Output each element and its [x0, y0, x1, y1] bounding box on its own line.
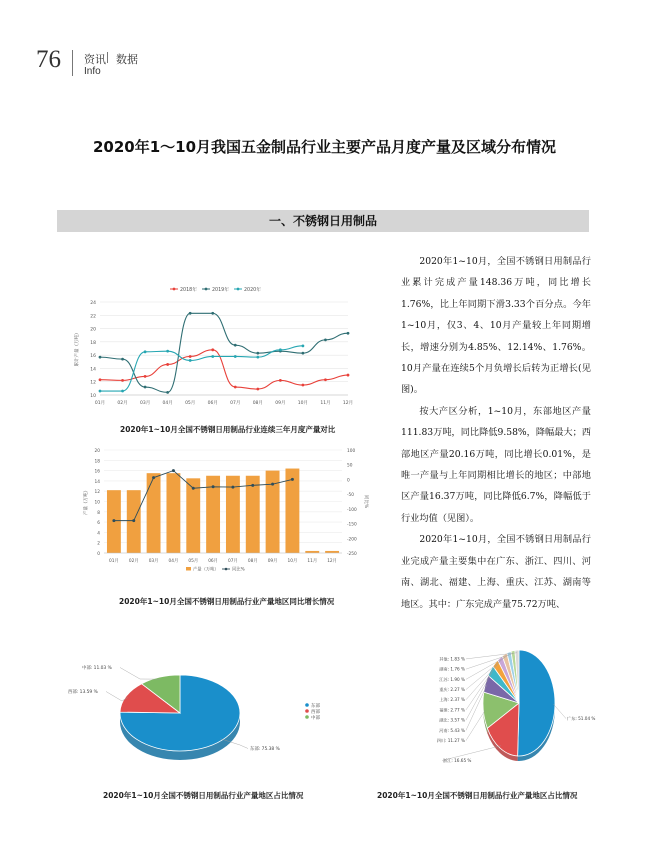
data-point — [99, 378, 102, 381]
y-tick-label: 14 — [90, 367, 96, 373]
growth-point — [251, 484, 254, 487]
data-point — [189, 355, 192, 358]
legend-label: 东部 — [311, 703, 320, 709]
y2-tick-label: -100 — [347, 507, 357, 513]
data-point — [234, 386, 237, 389]
bar-11月 — [305, 551, 319, 553]
y-axis-label: 产量（万吨） — [84, 488, 89, 515]
x-tick-label: 09月 — [275, 401, 286, 406]
data-point — [211, 312, 214, 315]
y-tick-label: 20 — [90, 327, 96, 333]
x-tick-label: 10月 — [287, 559, 298, 564]
growth-point — [291, 478, 294, 481]
data-point — [144, 350, 147, 353]
data-point — [211, 348, 214, 351]
x-tick-label: 08月 — [247, 559, 258, 564]
slice-label: 上海: 2.37 % — [439, 697, 465, 703]
caption-chart1: 2020年1~10月全国不锈钢日用制品行业连续三年月度产量对比 — [120, 425, 336, 434]
chart-region-share-pie — [60, 655, 350, 775]
data-point — [324, 338, 327, 341]
data-point — [121, 390, 124, 393]
bar-04月 — [166, 473, 180, 553]
section-separator — [107, 52, 108, 63]
y-tick-label: 18 — [94, 459, 100, 465]
x-tick-label: 06月 — [208, 559, 218, 564]
growth-point — [152, 476, 155, 479]
data-point — [99, 356, 102, 359]
bar-08月 — [246, 476, 260, 553]
y-tick-label: 10 — [94, 500, 100, 506]
data-point — [234, 355, 237, 358]
slice-label: 西部: 13.59 % — [68, 690, 98, 695]
legend-label: 2019年 — [212, 288, 230, 293]
y-tick-label: 14 — [94, 479, 100, 485]
x-tick-label: 12月 — [327, 559, 337, 564]
label-leader — [553, 704, 566, 719]
data-point — [347, 332, 350, 335]
chart-province-share-pie — [395, 643, 605, 771]
y-tick-label: 2 — [97, 541, 100, 547]
x-tick-label: 03月 — [139, 401, 151, 406]
pie-slice-广东 — [518, 650, 555, 756]
data-point — [256, 356, 259, 359]
slice-label: 中部: 11.03 % — [82, 666, 112, 671]
section-heading-band — [57, 210, 589, 232]
y-tick-label: 10 — [90, 394, 96, 399]
paragraph: 按大产区分析，1~10月，东部地区产量111.83万吨，同比降低9.58%，降幅最大；西部地区产量20.16万吨，同比增长0.01%，是唯一产量与上年同期相比增长的地区；中部地区产量16.37万吨，同比降低6.7%，降幅低于行业均值（见图）。 — [401, 405, 591, 524]
slice-label: 江苏: 1.90 % — [439, 676, 465, 682]
bar-10月 — [285, 469, 299, 553]
section-heading: 一、不锈钢日用制品 — [268, 214, 377, 228]
x-tick-label: 04月 — [162, 401, 173, 406]
x-tick-label: 04月 — [168, 559, 179, 564]
data-point — [234, 344, 237, 347]
slice-label: 广东: 51.04 % — [567, 716, 596, 721]
x-tick-label: 10月 — [297, 401, 309, 406]
data-point — [189, 312, 192, 315]
legend-marker — [237, 288, 240, 291]
y-tick-label: 20 — [94, 449, 100, 454]
slice-label: 河南: 5.43 % — [439, 727, 465, 733]
bar-03月 — [147, 473, 161, 553]
data-point — [302, 384, 305, 387]
data-point — [121, 358, 124, 361]
x-tick-label: 01月 — [94, 401, 106, 406]
x-tick-label: 09月 — [267, 559, 278, 564]
growth-point — [271, 483, 274, 486]
paragraph: 2020年1~10月，全国不锈钢日用制品行业累计完成产量148.36万吨，同比增长1.76%，比上年同期下滑3.33个百分点。今年1~10月，仅3、4、10月产量较上年同期增长，增速分别为4.85%、12.14%、1.76%。10月产量在连续5个月负增长后转为正增长(见图)。 — [401, 256, 591, 396]
y2-tick-label: -150 — [347, 522, 357, 528]
data-point — [324, 378, 327, 381]
x-tick-label: 07月 — [230, 401, 241, 406]
series-line-2018年 — [100, 350, 348, 389]
growth-point — [192, 487, 195, 490]
growth-point — [172, 469, 175, 472]
page-number: 76 — [36, 46, 61, 73]
growth-point — [231, 486, 234, 489]
section-label-en: Info — [84, 66, 101, 77]
legend-marker — [173, 288, 176, 291]
y-tick-label: 4 — [97, 531, 100, 537]
slice-label: 东部: 75.38 % — [250, 747, 280, 752]
chart-output-growth-bar — [82, 440, 372, 580]
slice-label: 四川: 11.27 % — [436, 738, 465, 743]
series-line-2019年 — [100, 313, 348, 392]
x-tick-label: 03月 — [148, 559, 159, 564]
x-tick-label: 05月 — [188, 559, 199, 564]
page-title: 2020年1～10月我国五金制品行业主要产品月度产量及区域分布情况 — [92, 138, 557, 156]
growth-point — [112, 519, 115, 522]
legend-marker — [305, 703, 309, 707]
legend-swatch — [186, 567, 191, 571]
slice-label: 湖南: 1.76 % — [439, 666, 465, 672]
y2-tick-label: -200 — [347, 537, 357, 543]
y-tick-label: 12 — [90, 380, 96, 386]
section-label: 资讯 — [84, 53, 106, 66]
data-point — [279, 379, 282, 382]
caption-chart4: 2020年1~10月全国不锈钢日用制品行业产量地区占比情况 — [377, 791, 578, 800]
y2-tick-label: -250 — [347, 552, 357, 557]
slice-label: 福建: 2.77 % — [439, 707, 465, 713]
x-tick-label: 01月 — [109, 559, 119, 564]
x-tick-label: 11月 — [320, 401, 331, 406]
y2-tick-label: 50 — [347, 463, 353, 469]
y-tick-label: 18 — [90, 340, 96, 346]
data-point — [302, 344, 305, 347]
x-tick-label: 02月 — [117, 401, 128, 406]
label-leader — [106, 692, 128, 702]
slice-label: 湖北: 3.57 % — [439, 717, 465, 723]
data-point — [166, 350, 169, 353]
x-tick-label: 06月 — [207, 401, 218, 406]
growth-point — [212, 485, 215, 488]
data-point — [256, 352, 259, 355]
data-point — [302, 352, 305, 355]
bar-12月 — [325, 551, 339, 553]
y2-tick-label: 100 — [347, 449, 356, 454]
y2-tick-label: 0 — [347, 478, 350, 484]
legend-label: 2020年 — [244, 288, 262, 293]
y-tick-label: 16 — [94, 469, 100, 475]
data-point — [189, 359, 192, 362]
label-leader — [120, 668, 160, 680]
data-point — [144, 375, 147, 378]
y-tick-label: 6 — [97, 521, 100, 527]
data-point — [211, 355, 214, 358]
x-tick-label: 07月 — [228, 559, 238, 564]
legend-marker — [205, 288, 208, 291]
x-tick-label: 12月 — [342, 401, 354, 406]
caption-chart3: 2020年1~10月全国不锈钢日用制品行业产量地区占比情况 — [103, 791, 304, 800]
x-tick-label: 11月 — [307, 559, 318, 564]
legend-label: 2018年 — [180, 288, 198, 293]
caption-chart2: 2020年1~10月全国不锈钢日用制品行业产量地区同比增长情况 — [119, 597, 335, 606]
legend-label: 中部 — [311, 715, 320, 721]
data-point — [279, 348, 282, 351]
y2-axis-label: 同比% — [363, 494, 368, 509]
data-point — [166, 363, 169, 366]
growth-point — [132, 519, 135, 522]
subsection-label: 数据 — [116, 53, 138, 66]
chart-monthly-output-line — [70, 280, 360, 410]
data-point — [121, 379, 124, 382]
y-tick-label: 22 — [90, 314, 96, 320]
legend-marker — [305, 715, 309, 719]
data-point — [166, 391, 169, 394]
data-point — [347, 374, 350, 377]
y-axis-label: 累计产量（万吨） — [75, 330, 80, 367]
x-tick-label: 05月 — [185, 401, 196, 406]
y-tick-label: 24 — [90, 301, 96, 306]
legend-label: 同比% — [232, 567, 245, 573]
slice-label: 重庆: 2.27 % — [439, 687, 465, 692]
article-body — [401, 251, 591, 615]
y-tick-label: 16 — [90, 354, 96, 360]
y-tick-label: 8 — [97, 510, 100, 516]
data-point — [144, 386, 147, 389]
x-tick-label: 08月 — [252, 401, 263, 406]
data-point — [256, 388, 259, 391]
y-tick-label: 12 — [94, 490, 100, 496]
slice-label: 其他: 1.83 % — [439, 656, 465, 662]
legend-marker — [225, 568, 228, 571]
legend-label: 西部 — [311, 709, 320, 715]
legend-label: 产量（万吨） — [193, 567, 219, 573]
header-divider — [72, 50, 73, 76]
x-tick-label: 02月 — [128, 559, 139, 564]
y-tick-label: 0 — [97, 552, 100, 557]
data-point — [99, 390, 102, 393]
paragraph: 2020年1~10月，全国不锈钢日用制品行业完成产量主要集中在广东、浙江、四川、河南、湖北、福建、上海、重庆、江苏、湖南等地区。其中：广东完成产量75.72万吨、 — [401, 534, 591, 610]
legend-marker — [305, 709, 309, 713]
y2-tick-label: -50 — [347, 493, 355, 499]
slice-label: 浙江: 16.65 % — [443, 758, 472, 763]
